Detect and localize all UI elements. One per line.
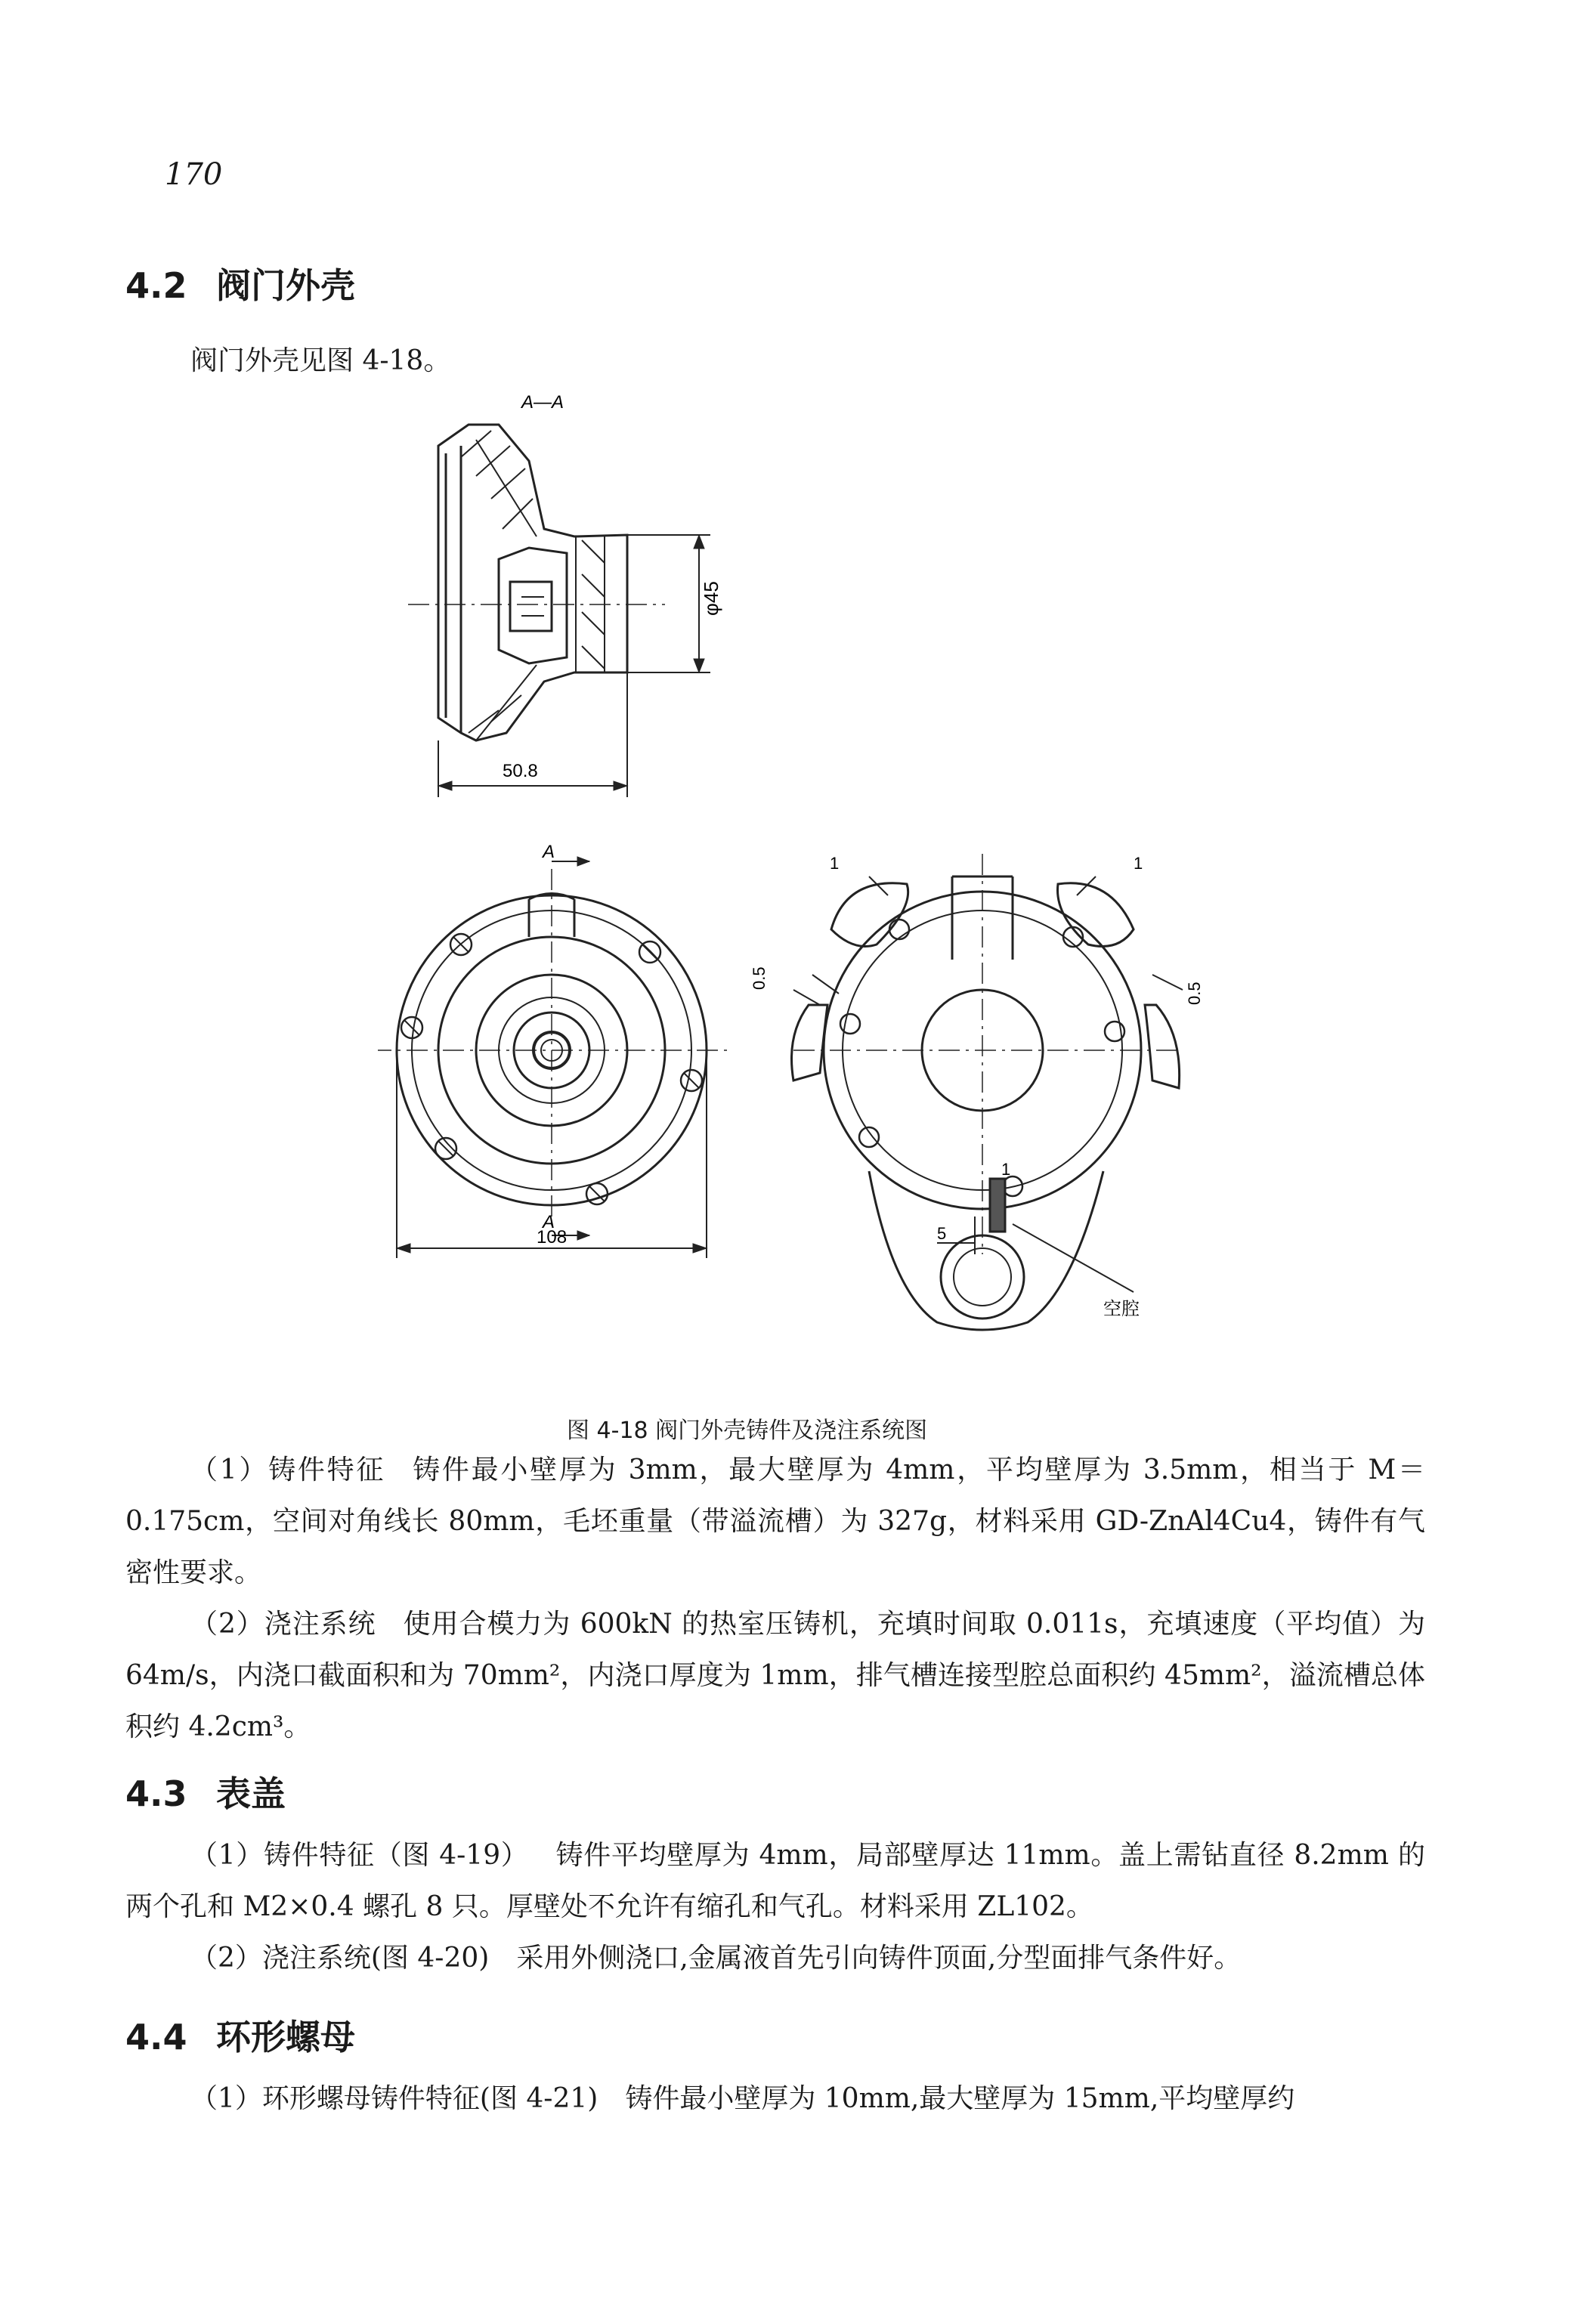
paragraph-lead: （1）环形螺母铸件特征(图 4-21) — [190, 2083, 598, 2114]
dim-width: 50.8 — [503, 761, 538, 781]
label-cavity: 空腔 — [1103, 1299, 1140, 1319]
paragraph-text: 铸件最小壁厚为 3mm，最大壁厚为 4mm，平均壁厚为 3.5mm，相当于 M＝0.175cm，空间对角线长 80mm，毛坯重量（带溢流槽）为 327g，材料采用 GD-ZnAl4Cu4，铸件有气密性要求。 — [125, 1455, 1425, 1588]
dim-gap-right: 0.5 — [1185, 982, 1204, 1005]
dim-outer: 108 — [537, 1227, 568, 1247]
dim-gate-5: 5 — [937, 1224, 947, 1243]
label-a-bottom: A — [543, 1212, 555, 1232]
section-title: 表盖 — [216, 1773, 286, 1814]
paragraph-4-3-1 — [125, 1830, 1425, 1933]
page-number: 170 — [165, 157, 223, 192]
paragraph-lead: （1）铸件特征 — [190, 1455, 386, 1485]
section-number: 4.2 — [125, 265, 187, 306]
section-title: 环形螺母 — [216, 2017, 355, 2057]
section-heading-4-3 — [125, 1767, 286, 1816]
section-number: 4.4 — [125, 2017, 187, 2057]
paragraph-4-2-1 — [125, 1445, 1425, 1599]
paragraph-text: 铸件平均壁厚为 4mm，局部壁厚达 11mm。盖上需钻直径 8.2mm 的两个孔和 M2×0.4 螺孔 8 只。厚壁处不允许有缩孔和气孔。材料采用 ZL102。 — [125, 1840, 1425, 1922]
section-title: 阀门外壳 — [216, 265, 355, 306]
section-heading-4-2 — [125, 258, 355, 308]
section-label: A—A — [521, 392, 564, 413]
section-number: 4.3 — [125, 1773, 187, 1814]
paragraph-lead: （1）铸件特征（图 4-19） — [190, 1840, 529, 1871]
dim-vent-left: 1 — [830, 854, 840, 873]
paragraph-text: 使用合模力为 600kN 的热室压铸机，充填时间取 0.011s，充填速度（平均值）为 64m/s，内浇口截面积和为 70mm²，内浇口厚度为 1mm，排气槽连接型腔总面积约 45mm²，溢流槽总体积约 4.2cm³。 — [125, 1609, 1425, 1742]
paragraph-4-3-2 — [125, 1933, 1425, 1984]
intro-paragraph: 阀门外壳见图 4-18。 — [190, 345, 451, 376]
dim-diameter: φ45 — [700, 581, 722, 616]
paragraph-text: 铸件最小壁厚为 10mm,最大壁厚为 15mm,平均壁厚约 — [625, 2083, 1295, 2114]
paragraph-text: 采用外侧浇口,金属液首先引向铸件顶面,分型面排气条件好。 — [516, 1943, 1242, 1974]
figure-caption: 图 4-18 阀门外壳铸件及浇注系统图 — [567, 1417, 928, 1444]
dim-gate-1: 1 — [1001, 1160, 1011, 1179]
gating-view — [792, 854, 1183, 1330]
paragraph-lead: （2）浇注系统 — [190, 1609, 376, 1640]
section-view — [408, 425, 710, 797]
paragraph-4-4-1 — [125, 2073, 1425, 2125]
paragraph-4-2-2 — [125, 1599, 1425, 1753]
section-heading-4-4 — [125, 2010, 355, 2060]
figure-4-18 — [378, 385, 1254, 1383]
front-view — [378, 857, 733, 1258]
label-a-top: A — [543, 842, 555, 862]
paragraph-lead: （2）浇注系统(图 4-20) — [190, 1943, 490, 1974]
dim-gap-left: 0.5 — [750, 966, 769, 990]
dim-vent-right: 1 — [1134, 854, 1143, 873]
